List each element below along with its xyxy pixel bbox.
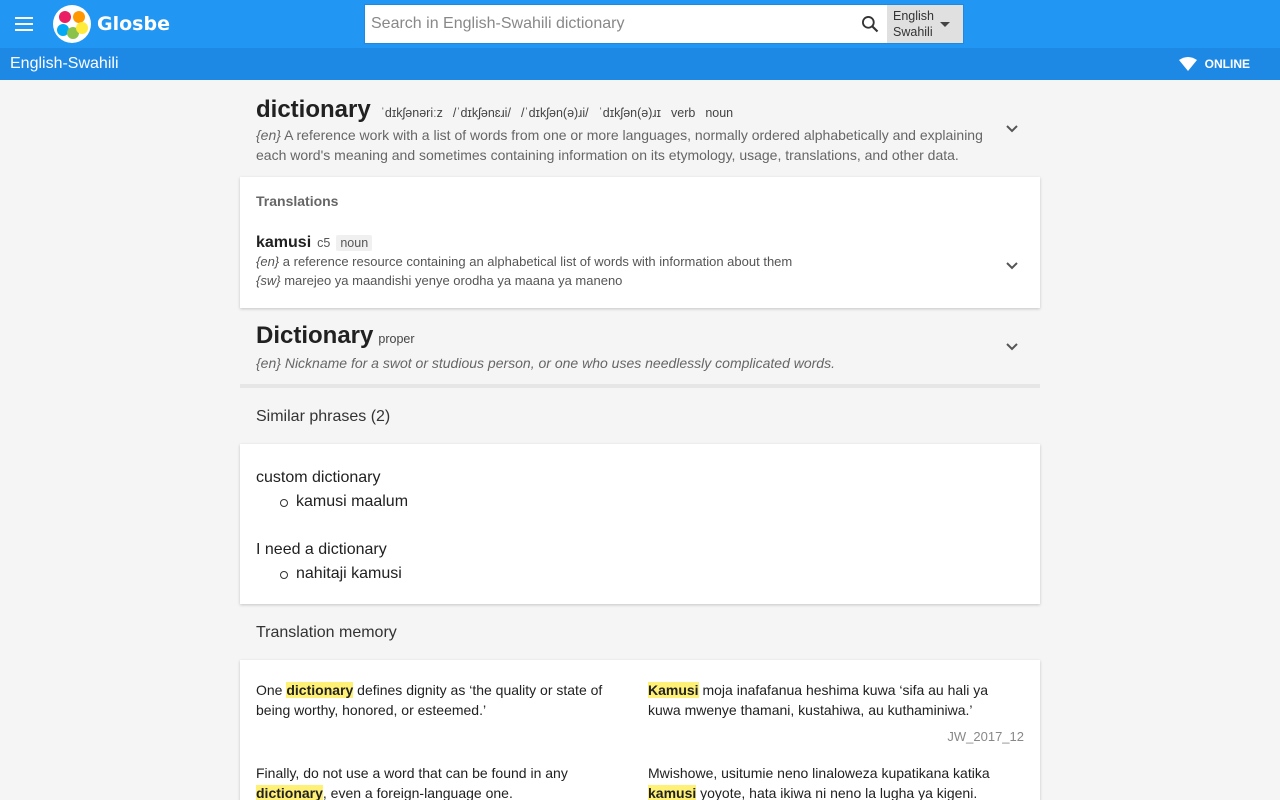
proper-noun-entry [240,308,1040,388]
translation-item [256,234,1024,290]
highlighted-term: Kamusi [648,682,699,698]
chevron-down-icon[interactable] [1004,257,1020,273]
language-pair-select[interactable] [887,5,963,43]
pronunciation: ˈdɪkʃənəriːz [380,106,443,120]
memory-target-sentence: Kamusi moja inafafanua heshima kuwa ‘sifa au hali ya kuwa mwenye thamani, kustahiwa, au kuthaminiwa.’ [648,682,989,718]
search-input[interactable] [365,5,853,43]
headword-definition [256,125,984,165]
language-tag: {en} [256,355,281,371]
similar-phrase-translation[interactable]: nahitaji kamusi [256,562,1024,586]
definition-text: a reference resource containing an alphabetical list of words with information about them [282,254,793,269]
dropdown-caret-icon [940,22,950,27]
definition-text: Nickname for a swot or studious person, or one who uses needlessly complicated words. [284,355,835,371]
similar-phrase[interactable]: I need a dictionary [256,541,387,558]
glosbe-logo-icon [53,5,91,43]
memory-row [256,763,1024,800]
proper-definition [256,353,984,373]
main-content [240,80,1040,800]
memory-source-tag: JW_2017_12 [947,729,1024,744]
memory-source-sentence: Finally, do not use a word that can be found in any dictionary, even a foreign-language one. [256,765,568,800]
translations-label: Translations [256,193,339,209]
translation-sw-definition [256,271,1024,290]
similar-phrases-title: Similar phrases (2) [256,408,391,425]
highlighted-term: dictionary [286,682,354,698]
translation-en-definition [256,252,1024,271]
online-status-label: ONLINE [1204,57,1250,71]
part-of-speech: noun [705,106,734,120]
top-app-bar [0,0,1280,48]
pronunciation: ˈdɪkʃən(ə)ɹɪ [598,106,661,120]
memory-row [256,680,1024,763]
translations-card [240,177,1040,308]
pronunciation: /ˈdɪkʃənɛɹi/ [452,106,511,120]
memory-source-sentence: One dictionary defines dignity as ‘the quality or state of being worthy, honored, or esteemed.’ [256,682,603,718]
highlighted-term: kamusi [648,785,697,800]
definition-text: marejeo ya maandishi yenye orodha ya maana ya maneno [284,273,623,288]
translation-memory-title: Translation memory [256,624,397,641]
similar-phrases-card [240,444,1040,604]
headword-entry [240,80,1040,177]
wifi-icon [1179,57,1197,71]
online-status [1179,57,1250,71]
language-pair-link[interactable]: English-Swahili [10,55,119,72]
headword: dictionary [256,96,371,123]
brand-name: Glosbe [97,13,170,35]
part-of-speech: proper [378,332,415,346]
chevron-down-icon[interactable] [1004,120,1020,136]
memory-target-sentence: Mwishowe, usitumie neno linaloweza kupatikana katika kamusi yoyote, hata ikiwa ni neno la lugha ya kigeni. [648,765,990,800]
translation-word[interactable]: kamusi [256,234,312,251]
language-tag: {en} [256,254,280,269]
pronunciation: /ˈdɪkʃən(ə)ɹi/ [520,106,589,120]
proper-headword: Dictionary [256,322,374,349]
menu-icon[interactable] [10,10,38,38]
language-tag: {sw} [256,273,281,288]
similar-phrase-translation[interactable]: kamusi maalum [256,490,1024,514]
noun-class-badge: c5 [317,236,331,250]
search-bar [364,4,964,44]
highlighted-term: dictionary [256,785,323,800]
lang-to-label: Swahili [893,25,933,39]
pos-badge: noun [336,235,372,251]
translation-memory-card [240,660,1040,800]
lang-from-label: English [893,9,934,23]
chevron-down-icon[interactable] [1004,338,1020,354]
brand-logo[interactable] [53,5,170,43]
similar-phrase[interactable]: custom dictionary [256,469,381,486]
search-icon [860,14,880,34]
language-pair-bar [0,48,1280,80]
part-of-speech: verb [671,106,696,120]
definition-text: A reference work with a list of words from one or more languages, normally ordered alphabetically and explaining each word's meaning and sometimes containing information on its etymology, usage, translations, and other data. [256,127,983,163]
language-tag: {en} [256,127,281,143]
search-button[interactable] [853,5,887,43]
